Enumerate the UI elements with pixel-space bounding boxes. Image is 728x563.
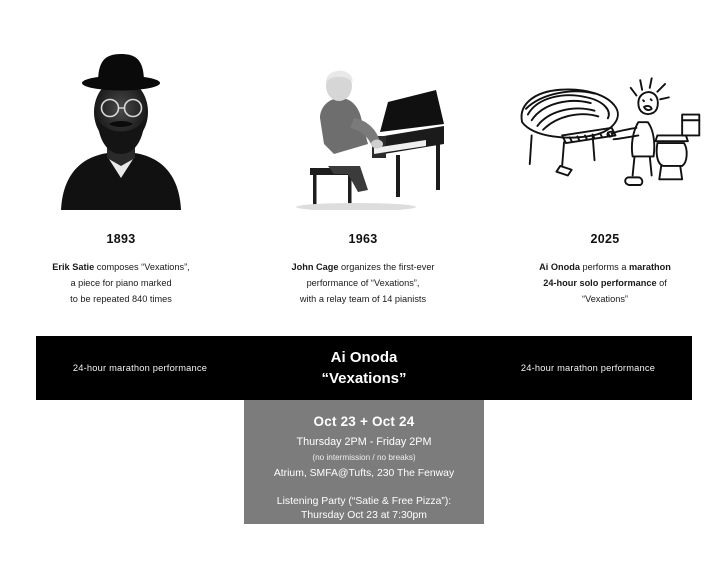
timeline-column-1893	[0, 40, 242, 307]
banner-title-block	[244, 347, 484, 390]
caption-line1-rest-1893: composes “Vexations”,	[94, 262, 190, 272]
caption-name-satie: Erik Satie	[52, 262, 95, 272]
caption-line1-rest-1963: organizes the first-ever	[338, 262, 435, 272]
john-cage-piano-image	[263, 40, 463, 210]
erik-satie-portrait-image	[21, 40, 221, 210]
event-banner	[36, 336, 692, 400]
caption-line3-1963: with a relay team of 14 pianists	[299, 293, 427, 304]
timeline-year-2025: 2025	[590, 232, 620, 246]
caption-line3-1893: to be repeated 840 times	[70, 293, 172, 304]
caption-line3-2025: “Vexations”	[582, 293, 628, 304]
caption-line1-rest-2025: performs a	[579, 262, 629, 272]
listening-party-time: Thursday Oct 23 at 7:30pm	[301, 510, 427, 521]
banner-performer-name: Ai Onoda	[330, 348, 398, 366]
caption-line2-1963: performance of “Vexations”,	[306, 277, 420, 288]
event-details-box	[244, 400, 484, 524]
banner-left-text: 24-hour marathon performance	[72, 363, 208, 373]
timeline-section	[0, 40, 728, 307]
banner-right-text: 24-hour marathon performance	[520, 363, 656, 373]
event-venue: Atrium, SMFA@Tufts, 230 The Fenway	[273, 468, 455, 479]
caption-name-onoda: Ai Onoda	[539, 262, 580, 272]
caption-line2-rest-2025: of	[656, 277, 667, 288]
caption-line2-bold-2025: 24-hour solo performance	[543, 277, 657, 288]
caption-line2-1893: a piece for piano marked	[70, 277, 172, 288]
event-dates: Oct 23 + Oct 24	[313, 414, 415, 429]
timeline-column-1963	[242, 40, 484, 307]
timeline-column-2025	[484, 40, 726, 307]
ai-onoda-drawing-image	[505, 40, 705, 210]
timeline-caption-1893	[16, 260, 226, 307]
timeline-caption-1963	[258, 260, 468, 307]
banner-piece-title: “Vexations”	[321, 370, 407, 387]
caption-line1-bold2-2025: marathon	[628, 262, 671, 272]
event-times: Thursday 2PM - Friday 2PM	[296, 436, 432, 448]
timeline-year-1963: 1963	[348, 232, 378, 246]
event-note: (no intermission / no breaks)	[312, 453, 416, 462]
listening-party-title: Listening Party (“Satie & Free Pizza”):	[276, 496, 452, 507]
timeline-caption-2025	[500, 260, 710, 307]
caption-name-cage: John Cage	[291, 262, 339, 272]
timeline-year-1893: 1893	[106, 232, 136, 246]
